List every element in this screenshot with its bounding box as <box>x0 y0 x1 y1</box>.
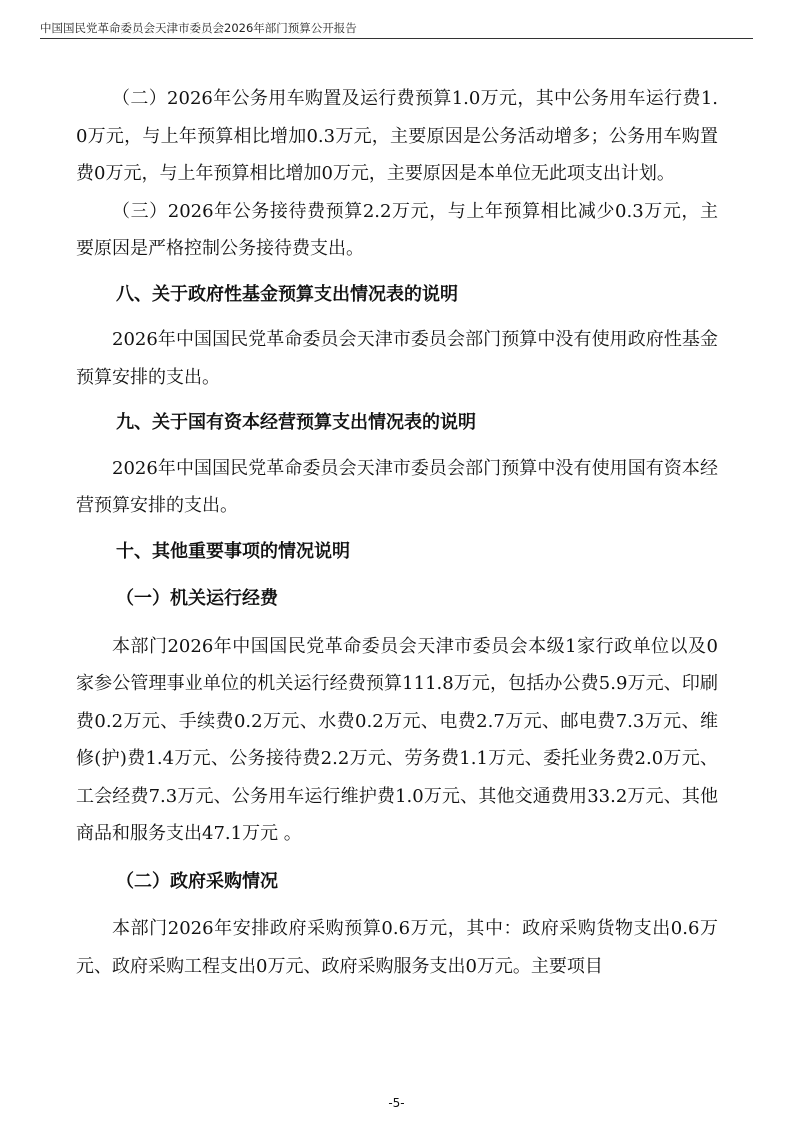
section-heading-8: 八、关于政府性基金预算支出情况表的说明 <box>116 283 458 305</box>
paragraph-operating-funds: 本部门2026年中国国民党革命委员会天津市委员会本级1家行政单位以及0家参公管理事业单位的机关运行经费预算111.8万元，包括办公费5.9万元、印刷费0.2万元、手续费0.2万元、水费0.2万元、电费2.7万元、邮电费7.3万元、维修(护)费1.4万元、公务接待费2.2万元、劳务费1.1万元、委托业务费2.0万元、工会经费7.3万元、公务用车运行维护费1.0万元、其他交通费用33.2万元、其他商品和服务支出47.1万元 。 <box>76 635 718 844</box>
page-number: -5- <box>388 1096 405 1110</box>
paragraph-state-capital: 2026年中国国民党革命委员会天津市委员会部门预算中没有使用国有资本经营预算安排的支出。 <box>76 457 718 516</box>
running-header: 中国国民党革命委员会天津市委员会2026年部门预算公开报告 <box>40 21 357 35</box>
paragraph-procurement: 本部门2026年安排政府采购预算0.6万元，其中：政府采购货物支出0.6万元、政府采购工程支出0万元、政府采购服务支出0万元。主要项目 <box>76 918 718 977</box>
subsection-heading-operating-funds: （一）机关运行经费 <box>116 588 278 609</box>
paragraph-reception-budget: （三）2026年公务接待费预算2.2万元，与上年预算相比减少0.3万元，主要原因是严格控制公务接待费支出。 <box>76 200 718 259</box>
subsection-heading-procurement: （二）政府采购情况 <box>116 870 278 892</box>
section-heading-9: 九、关于国有资本经营预算支出情况表的说明 <box>116 412 476 433</box>
paragraph-vehicle-budget: （二）2026年公务用车购置及运行费预算1.0万元，其中公务用车运行费1.0万元，与上年预算相比增加0.3万元，主要原因是公务活动增多；公务用车购置费0万元，与上年预算相比增加0万元，主要原因是本单位无此项支出计划。 <box>76 88 718 184</box>
paragraph-government-fund: 2026年中国国民党革命委员会天津市委员会部门预算中没有使用政府性基金预算安排的支出。 <box>76 329 718 388</box>
document-body <box>76 80 718 985</box>
section-heading-10: 十、其他重要事项的情况说明 <box>116 540 350 562</box>
header-divider <box>40 38 753 39</box>
